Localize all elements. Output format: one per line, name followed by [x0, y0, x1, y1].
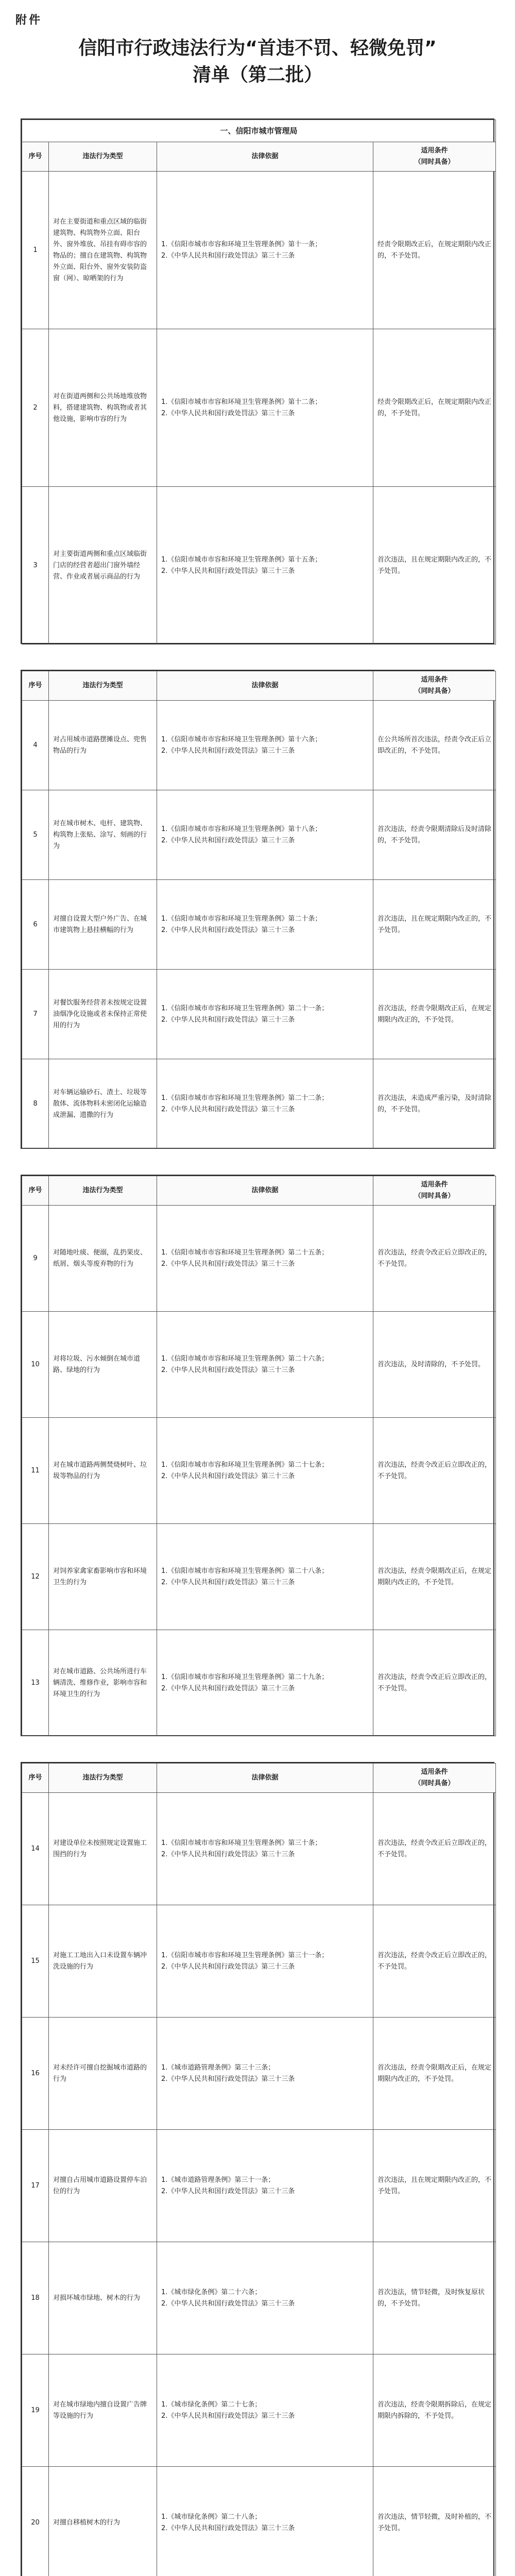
title-line-2: 清单（第二批）	[192, 64, 322, 86]
table-row	[22, 1312, 496, 1418]
legal-basis: 1.《信阳市城市市容和环境卫生管理条例》第二十九条； 2.《中华人民共和国行政处罚法》第三十三条	[157, 1630, 373, 1736]
legal-basis: 1.《信阳市城市市容和环境卫生管理条例》第十五条； 2.《中华人民共和国行政处罚法》第三十三条	[157, 487, 373, 645]
header-cond: 适用条件 （同时具备）	[373, 1176, 496, 1206]
table-row	[22, 1524, 496, 1630]
applicable-condition: 首次违法，经责令改正后立即改正的，不予处罚。	[373, 1206, 496, 1312]
header-row	[22, 1764, 496, 1793]
table-row	[22, 2018, 496, 2130]
table-row	[22, 1206, 496, 1312]
violation-type: 对主要街道两侧和重点区域临街门店的经营者超出门窗外墙经营、作业或者展示商品的行为	[49, 487, 157, 645]
table-block	[21, 670, 494, 1149]
violation-type: 对餐饮服务经营者未按规定设置油烟净化设施或者未保持正常使用的行为	[49, 970, 157, 1059]
table-row	[22, 701, 496, 790]
header-basis: 法律依据	[157, 1176, 373, 1206]
table-row	[22, 172, 496, 329]
regulation-table	[22, 120, 496, 645]
row-number: 12	[22, 1524, 49, 1630]
violation-type: 对建设单位未按照规定设置施工围挡的行为	[49, 1793, 157, 1905]
applicable-condition: 首次违法，经责令改正后立即改正的，不予处罚。	[373, 1630, 496, 1736]
applicable-condition: 首次违法，经责令限期改正后，在规定期限内改正的，不予处罚。	[373, 2018, 496, 2130]
legal-basis: 1.《信阳市城市市容和环境卫生管理条例》第十六条； 2.《中华人民共和国行政处罚法》第三十三条	[157, 701, 373, 790]
applicable-condition: 首次违法，及时清除的，不予处罚。	[373, 1312, 496, 1418]
row-number: 19	[22, 2354, 49, 2467]
header-cond: 适用条件 （同时具备）	[373, 142, 496, 172]
violation-type: 对在城市道路、公共场所进行车辆清洗、维修作业，影响市容和环境卫生的行为	[49, 1630, 157, 1736]
row-number: 14	[22, 1793, 49, 1905]
violation-type: 对在城市绿地内擅自设置广告牌等设施的行为	[49, 2354, 157, 2467]
row-number: 2	[22, 329, 49, 487]
table-row	[22, 487, 496, 645]
regulation-table	[22, 1176, 496, 1736]
legal-basis: 1.《城市绿化条例》第二十七条； 2.《中华人民共和国行政处罚法》第三十三条	[157, 2354, 373, 2467]
legal-basis: 1.《信阳市城市市容和环境卫生管理条例》第三十一条； 2.《中华人民共和国行政处罚法》第三十三条	[157, 1905, 373, 2018]
row-number: 20	[22, 2467, 49, 2576]
header-no: 序号	[22, 1764, 49, 1793]
row-number: 9	[22, 1206, 49, 1312]
legal-basis: 1.《城市绿化条例》第二十六条； 2.《中华人民共和国行政处罚法》第三十三条	[157, 2242, 373, 2354]
legal-basis: 1.《城市道路管理条例》第三十三条； 2.《中华人民共和国行政处罚法》第三十三条	[157, 2018, 373, 2130]
table-row	[22, 2130, 496, 2242]
applicable-condition: 首次违法，情节轻微，及时补植的，不予处罚。	[373, 2467, 496, 2576]
violation-type: 对车辆运输砂石、渣土、垃圾等散体、流体物料未密闭化运输造成泄漏、遗撒的行为	[49, 1059, 157, 1149]
table-row	[22, 1418, 496, 1524]
header-cond: 适用条件 （同时具备）	[373, 1764, 496, 1793]
regulation-table	[22, 1763, 496, 2576]
document-title	[0, 35, 515, 89]
applicable-condition: 经责令限期改正后，在规定期限内改正的，不予处罚。	[373, 172, 496, 329]
table-row	[22, 1059, 496, 1149]
legal-basis: 1.《信阳市城市市容和环境卫生管理条例》第十二条； 2.《中华人民共和国行政处罚法》第三十三条	[157, 329, 373, 487]
table-block	[21, 1762, 494, 2576]
applicable-condition: 经责令限期改正后，在规定期限内改正的，不予处罚。	[373, 329, 496, 487]
legal-basis: 1.《信阳市城市市容和环境卫生管理条例》第二十条； 2.《中华人民共和国行政处罚法》第三十三条	[157, 880, 373, 970]
applicable-condition: 首次违法，经责令改正后立即改正的，不予处罚。	[373, 1793, 496, 1905]
header-basis: 法律依据	[157, 142, 373, 172]
violation-type: 对擅自占用城市道路设置停车泊位的行为	[49, 2130, 157, 2242]
violation-type: 对擅自移植树木的行为	[49, 2467, 157, 2576]
header-basis: 法律依据	[157, 671, 373, 701]
table-row	[22, 2242, 496, 2354]
applicable-condition: 首次违法，且在规定期限内改正的，不予处罚。	[373, 880, 496, 970]
row-number: 11	[22, 1418, 49, 1524]
header-no: 序号	[22, 1176, 49, 1206]
regulation-table	[22, 671, 496, 1149]
header-cond: 适用条件 （同时具备）	[373, 671, 496, 701]
table-row	[22, 1793, 496, 1905]
table-row	[22, 2354, 496, 2467]
applicable-condition: 首次违法，经责令改正后立即改正的，不予处罚。	[373, 1418, 496, 1524]
violation-type: 对在城市道路两侧焚烧树叶、垃圾等物品的行为	[49, 1418, 157, 1524]
applicable-condition: 首次违法，且在规定期限内改正的，不予处罚。	[373, 487, 496, 645]
applicable-condition: 首次违法，经责令限期清除后及时清除的，不予处罚。	[373, 790, 496, 880]
applicable-condition: 首次违法，未造成严重污染，及时清除的，不予处罚。	[373, 1059, 496, 1149]
violation-type: 对在主要街道和重点区域的临街建筑物、构筑物外立面、阳台外、窗外堆放、吊挂有碍市容的物品的；擅自在建筑物、构筑物外立面、阳台外、窗外安装防盗窗（网）、晾晒架的行为	[49, 172, 157, 329]
applicable-condition: 在公共场所首次违法，经责令改正后立即改正的，不予处罚。	[373, 701, 496, 790]
legal-basis: 1.《城市道路管理条例》第三十一条； 2.《中华人民共和国行政处罚法》第三十三条	[157, 2130, 373, 2242]
table-row	[22, 880, 496, 970]
header-no: 序号	[22, 142, 49, 172]
table-row	[22, 970, 496, 1059]
header-type: 违法行为类型	[49, 671, 157, 701]
legal-basis: 1.《信阳市城市市容和环境卫生管理条例》第十一条； 2.《中华人民共和国行政处罚法》第三十三条	[157, 172, 373, 329]
row-number: 1	[22, 172, 49, 329]
table-row	[22, 329, 496, 487]
row-number: 13	[22, 1630, 49, 1736]
header-basis: 法律依据	[157, 1764, 373, 1793]
row-number: 3	[22, 487, 49, 645]
applicable-condition: 首次违法，经责令限期改正后，在规定期限内改正的，不予处罚。	[373, 970, 496, 1059]
legal-basis: 1.《信阳市城市市容和环境卫生管理条例》第三十条； 2.《中华人民共和国行政处罚法》第三十三条	[157, 1793, 373, 1905]
violation-type: 对未经许可擅自挖掘城市道路的行为	[49, 2018, 157, 2130]
table-row	[22, 1905, 496, 2018]
header-type: 违法行为类型	[49, 1176, 157, 1206]
violation-type: 对随地吐痰、便溺，乱扔果皮、纸屑、烟头等废弃物的行为	[49, 1206, 157, 1312]
table-row	[22, 2467, 496, 2576]
header-row	[22, 671, 496, 701]
applicable-condition: 首次违法，经责令限期改正后，在规定期限内改正的，不予处罚。	[373, 1524, 496, 1630]
row-number: 6	[22, 880, 49, 970]
title-line-1: 信阳市行政违法行为“首违不罚、轻微免罚”	[78, 38, 437, 59]
section-caption: 一、信阳市城市管理局	[22, 120, 496, 142]
row-number: 10	[22, 1312, 49, 1418]
legal-basis: 1.《信阳市城市市容和环境卫生管理条例》第二十一条； 2.《中华人民共和国行政处罚法》第三十三条	[157, 970, 373, 1059]
legal-basis: 1.《信阳市城市市容和环境卫生管理条例》第二十六条； 2.《中华人民共和国行政处罚法》第三十三条	[157, 1312, 373, 1418]
row-number: 16	[22, 2018, 49, 2130]
applicable-condition: 首次违法，经责令改正后立即改正的，不予处罚。	[373, 1905, 496, 2018]
row-number: 15	[22, 1905, 49, 2018]
header-row	[22, 1176, 496, 1206]
header-row	[22, 142, 496, 172]
header-no: 序号	[22, 671, 49, 701]
violation-type: 对占用城市道路摆摊设点、兜售物品的行为	[49, 701, 157, 790]
row-number: 17	[22, 2130, 49, 2242]
applicable-condition: 首次违法，经责令限期拆除后，在规定期限内拆除的，不予处罚。	[373, 2354, 496, 2467]
violation-type: 对在城市树木、电杆、建筑物、构筑物上张贴、涂写、刻画的行为	[49, 790, 157, 880]
row-number: 4	[22, 701, 49, 790]
row-number: 18	[22, 2242, 49, 2354]
violation-type: 对擅自设置大型户外广告、在城市建筑物上悬挂横幅的行为	[49, 880, 157, 970]
legal-basis: 1.《信阳市城市市容和环境卫生管理条例》第二十五条； 2.《中华人民共和国行政处罚法》第三十三条	[157, 1206, 373, 1312]
attachment-label: 附件	[15, 14, 43, 27]
table-row	[22, 1630, 496, 1736]
applicable-condition: 首次违法，且在规定期限内改正的，不予处罚。	[373, 2130, 496, 2242]
header-type: 违法行为类型	[49, 1764, 157, 1793]
row-number: 5	[22, 790, 49, 880]
violation-type: 对将垃圾、污水倾倒在城市道路、绿地的行为	[49, 1312, 157, 1418]
legal-basis: 1.《信阳市城市市容和环境卫生管理条例》第十八条； 2.《中华人民共和国行政处罚法》第三十三条	[157, 790, 373, 880]
legal-basis: 1.《信阳市城市市容和环境卫生管理条例》第二十七条； 2.《中华人民共和国行政处罚法》第三十三条	[157, 1418, 373, 1524]
legal-basis: 1.《信阳市城市市容和环境卫生管理条例》第二十八条； 2.《中华人民共和国行政处罚法》第三十三条	[157, 1524, 373, 1630]
row-number: 8	[22, 1059, 49, 1149]
header-type: 违法行为类型	[49, 142, 157, 172]
applicable-condition: 首次违法，情节轻微，及时恢复原状的，不予处罚。	[373, 2242, 496, 2354]
section-caption-row	[22, 120, 496, 142]
table-block	[21, 118, 494, 644]
table-block	[21, 1175, 494, 1736]
legal-basis: 1.《信阳市城市市容和环境卫生管理条例》第二十二条； 2.《中华人民共和国行政处罚法》第三十三条	[157, 1059, 373, 1149]
legal-basis: 1.《城市绿化条例》第二十八条； 2.《中华人民共和国行政处罚法》第三十三条	[157, 2467, 373, 2576]
table-row	[22, 790, 496, 880]
violation-type: 对饲养家禽家畜影响市容和环境卫生的行为	[49, 1524, 157, 1630]
row-number: 7	[22, 970, 49, 1059]
violation-type: 对施工工地出入口未设置车辆冲洗设施的行为	[49, 1905, 157, 2018]
violation-type: 对损坏城市绿地、树木的行为	[49, 2242, 157, 2354]
violation-type: 对在街道两侧和公共场地堆放物料，搭建建筑物、构筑物或者其他设施，影响市容的行为	[49, 329, 157, 487]
